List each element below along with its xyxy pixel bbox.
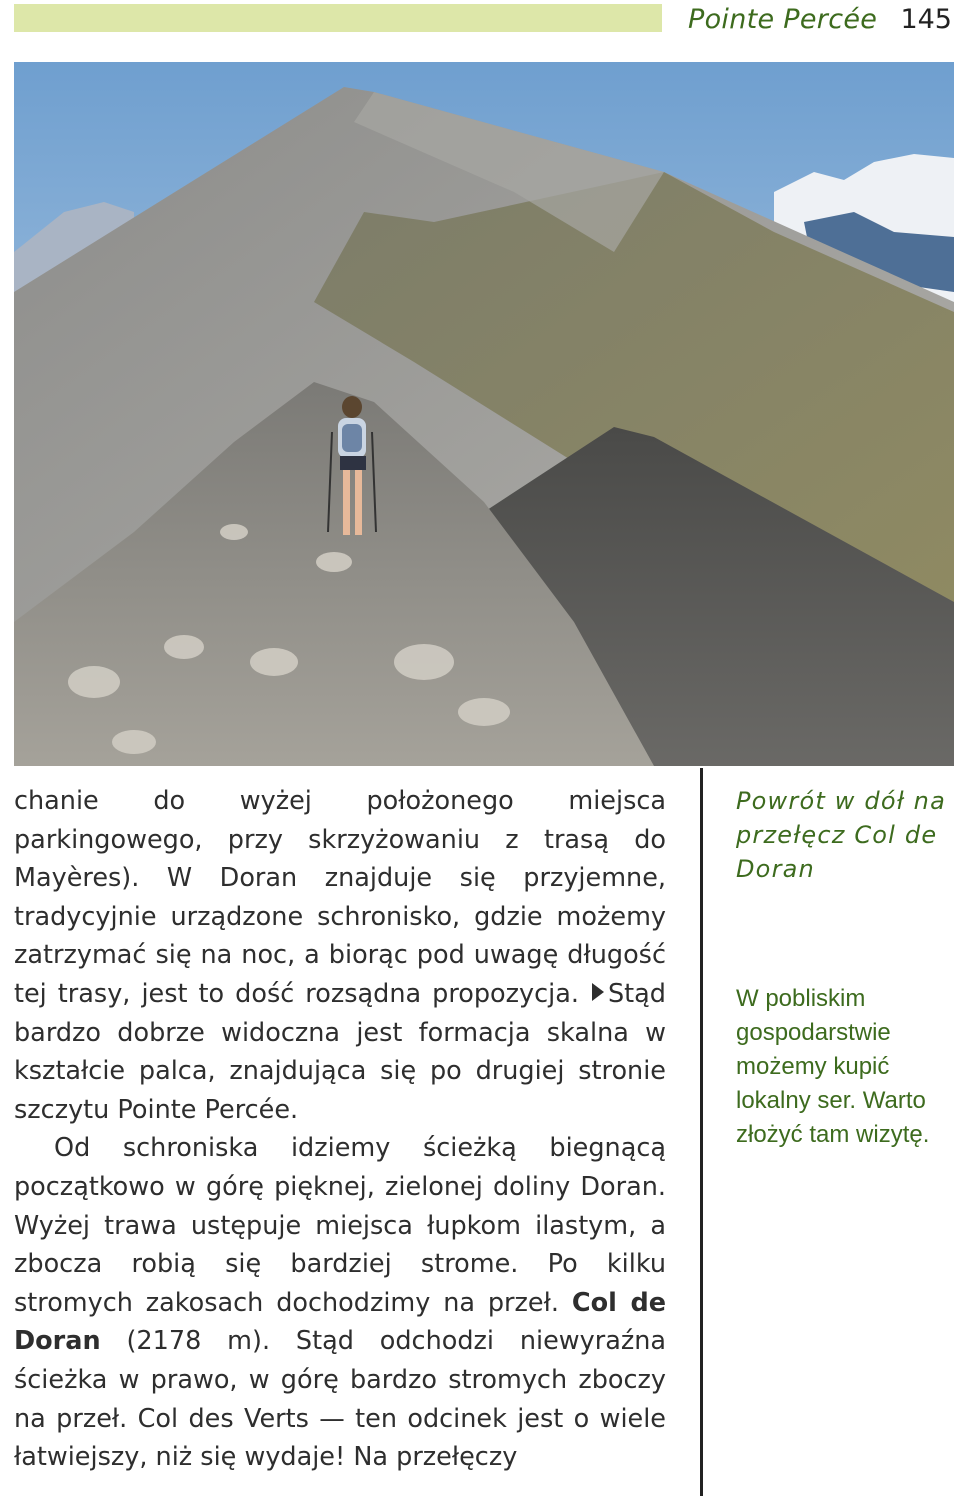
paragraph-2-text-a: Od schroniska idziemy ścieżką biegnącą początkowo w górę pięknej, zielonej doliny Doran. Wyżej trawa ustępuje miejsca łupkom ilastym, a zbocza robią się bardziej strome. Po kilku stromych zakosach dochodzimy na przeł. [14, 1133, 666, 1318]
main-text [14, 782, 666, 1477]
paragraph-2 [14, 1129, 666, 1476]
paragraph-1-text-a: chanie do wyżej położonego miejsca parkingowego, przy skrzyżowaniu z trasą do Mayères). W Doran znajduje się przyjemne, tradycyjnie urządzone schronisko, gdzie możemy zatrzymać się na noc, a biorąc pod uwagę długość tej trasy, jest to dość rozsądna propozycja. [14, 786, 666, 1009]
sidebar-note: W pobliskim gospodarstwie możemy kupić lokalny ser. Warto złożyć tam wizytę. [736, 985, 930, 1148]
paragraph-1 [14, 782, 666, 1129]
page-number: 145 [900, 4, 952, 35]
column-divider [700, 768, 703, 1496]
header-accent-bar [14, 4, 662, 32]
paragraph-1-text-b: Stąd bardzo dobrze widoczna jest formacja skalna w kształcie palca, znajdująca się po drugiej stronie szczytu Pointe Percée. [14, 978, 666, 1125]
place-name-bold: Col de Doran [14, 1287, 667, 1357]
mountain-ridge-photo [14, 62, 954, 766]
paragraph-2-text-b: (2178 m). Stąd odchodzi niewyraźna ścieżka w prawo, w górę bardzo stromych zboczy na przeł. Col des Verts — ten odcinek jest o wiele łatwiejszy, niż się wydaje! Na przełęczy [14, 1326, 666, 1473]
running-title: Pointe Percée [688, 4, 878, 35]
arrow-marker-icon [592, 983, 604, 1001]
photo-caption: Powrót w dół na przełęcz Col de Doran [736, 787, 946, 883]
